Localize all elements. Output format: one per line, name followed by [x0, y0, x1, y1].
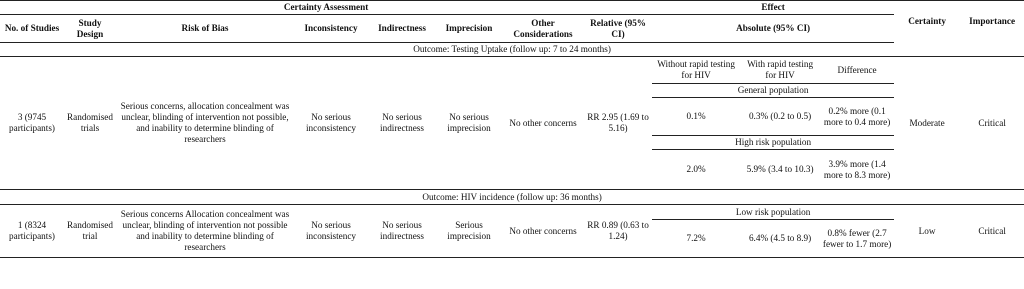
population-label: High risk population — [652, 136, 894, 150]
without-testing-header: Without rapid testing for HIV — [652, 57, 740, 84]
importance-cell: Critical — [960, 205, 1024, 258]
certainty-cell: Moderate — [894, 57, 960, 190]
certainty-column-header: Certainty — [894, 1, 960, 43]
difference-value: 0.8% fewer (2.7 fewer to 1.7 more) — [820, 220, 894, 258]
studies-column-header: No. of Studies — [0, 15, 64, 43]
without-value: 2.0% — [686, 164, 706, 174]
relative-column-header: Relative (95% CI) — [584, 15, 652, 43]
risk-of-bias-column-header: Risk of Bias — [116, 15, 294, 43]
relative-cell: RR 2.95 (1.69 to 5.16) — [584, 57, 652, 190]
risk-of-bias-cell: Serious concerns, allocation concealment was unclear, blinding of intervention not possible, and inability to determine blinding of researchers — [116, 57, 294, 190]
importance-column-header: Importance — [960, 1, 1024, 43]
other-considerations-cell: No other concerns — [502, 205, 584, 258]
outcome-title: Outcome: HIV incidence (follow up: 36 months) — [0, 190, 1024, 205]
indirectness-column-header: Indirectness — [368, 15, 436, 43]
other-considerations-column-header: Other Considerations — [502, 15, 584, 43]
population-label: General population — [652, 84, 894, 98]
difference-header: Difference — [820, 57, 894, 84]
importance-cell: Critical — [960, 57, 1024, 190]
other-considerations-cell: No other concerns — [502, 57, 584, 190]
indirectness-cell: No serious indirectness — [368, 205, 436, 258]
studies-cell: 1 (8324 participants) — [0, 205, 64, 258]
risk-of-bias-cell: Serious concerns Allocation concealment was unclear, blinding of intervention not possible and inability to determine blinding of researchers — [116, 205, 294, 258]
relative-cell: RR 0.89 (0.63 to 1.24) — [584, 205, 652, 258]
imprecision-cell: No serious imprecision — [436, 57, 502, 190]
difference-value: 3.9% more (1.4 more to 8.3 more) — [823, 158, 891, 180]
with-testing-header: With rapid testing for HIV — [740, 57, 820, 84]
design-cell: Randomised trials — [64, 57, 116, 190]
outcome-title: Outcome: Testing Uptake (follow up: 7 to 24 months) — [0, 43, 1024, 57]
with-value: 6.4% (4.5 to 8.9) — [740, 220, 820, 258]
studies-cell: 3 (9745 participants) — [0, 57, 64, 190]
indirectness-cell: No serious indirectness — [368, 57, 436, 190]
inconsistency-column-header: Inconsistency — [294, 15, 368, 43]
certainty-assessment-header: Certainty Assessment — [0, 1, 652, 15]
imprecision-cell: Serious imprecision — [436, 205, 502, 258]
with-value: 5.9% (3.4 to 10.3) — [746, 164, 814, 174]
design-column-header: Study Design — [64, 15, 116, 43]
certainty-cell: Low — [894, 205, 960, 258]
difference-value: 0.2% more (0.1 more to 0.4 more) — [820, 98, 894, 136]
without-value: 7.2% — [652, 220, 740, 258]
without-value: 0.1% — [652, 98, 740, 136]
absolute-column-header: Absolute (95% CI) — [652, 15, 894, 43]
population-label: Low risk population — [652, 205, 894, 220]
design-cell: Randomised trial — [64, 205, 116, 258]
inconsistency-cell: No serious inconsistency — [294, 205, 368, 258]
with-value: 0.3% (0.2 to 0.5) — [740, 98, 820, 136]
inconsistency-cell: No serious inconsistency — [294, 57, 368, 190]
effect-header: Effect — [652, 1, 894, 15]
imprecision-column-header: Imprecision — [436, 15, 502, 43]
